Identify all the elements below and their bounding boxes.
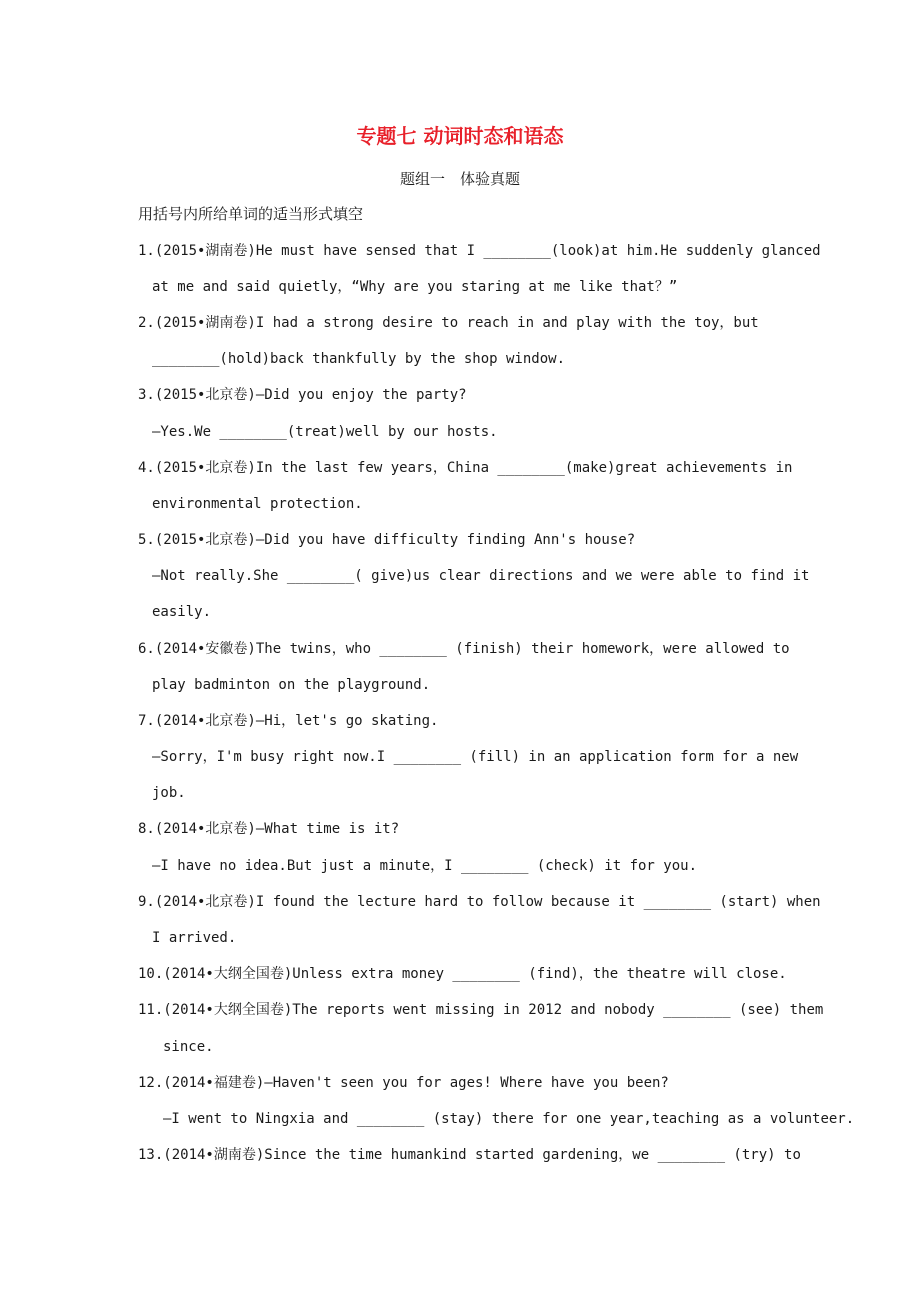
question-7-line-1: 7.(2014•北京卷)—Hi，let's go skating.: [138, 713, 439, 729]
page-title: 专题七 动词时态和语态: [356, 124, 564, 148]
question-2-line-2: ________(hold)back thankfully by the shop window.: [152, 351, 566, 367]
question-4-line-1: 4.(2015•北京卷)In the last few years，China ________(make)great achievements in: [138, 460, 793, 476]
question-1-line-2: at me and said quietly，“Why are you staring at me like that？”: [152, 279, 678, 295]
question-6-line-2: play badminton on the playground.: [152, 677, 431, 693]
question-10-line-1: 10.(2014•大纲全国卷)Unless extra money ________ (find)，the theatre will close.: [138, 966, 787, 982]
question-1-line-1: 1.(2015•湖南卷)He must have sensed that I ________(look)at him.He suddenly glanced: [138, 243, 821, 259]
question-4-line-2: environmental protection.: [152, 496, 363, 512]
question-5-line-3: easily.: [152, 604, 212, 620]
question-7-line-3: job.: [152, 785, 186, 801]
question-7-line-2: —Sorry，I'm busy right now.I ________ (fill) in an application form for a new: [152, 749, 799, 765]
question-2-line-1: 2.(2015•湖南卷)I had a strong desire to reach in and play with the toy，but: [138, 315, 759, 331]
exercise-instruction: 用括号内所给单词的适当形式填空: [138, 205, 364, 223]
question-9-line-1: 9.(2014•北京卷)I found the lecture hard to follow because it ________ (start) when: [138, 894, 821, 910]
question-12-line-2: —I went to Ningxia and ________ (stay) there for one year,teaching as a volunteer.: [163, 1111, 855, 1127]
question-9-line-2: I arrived.: [152, 930, 237, 946]
question-3-line-1: 3.(2015•北京卷)—Did you enjoy the party?: [138, 387, 467, 403]
question-11-line-2: since.: [163, 1039, 214, 1055]
question-11-line-1: 11.(2014•大纲全国卷)The reports went missing in 2012 and nobody ________ (see) them: [138, 1002, 824, 1018]
question-5-line-1: 5.(2015•北京卷)—Did you have difficulty finding Ann's house?: [138, 532, 636, 548]
question-3-line-2: —Yes.We ________(treat)well by our hosts.: [152, 424, 498, 440]
section-subtitle: 题组一 体验真题: [399, 170, 520, 188]
question-12-line-1: 12.(2014•福建卷)—Haven't seen you for ages! Where have you been?: [138, 1075, 669, 1091]
question-8-line-2: —I have no idea.But just a minute，I ________ (check) it for you.: [152, 858, 698, 874]
question-6-line-1: 6.(2014•安徽卷)The twins，who ________ (finish) their homework，were allowed to: [138, 641, 790, 657]
question-13-line-1: 13.(2014•湖南卷)Since the time humankind started gardening，we ________ (try) to: [138, 1147, 801, 1163]
question-5-line-2: —Not really.She ________( give)us clear directions and we were able to find it: [152, 568, 810, 584]
question-8-line-1: 8.(2014•北京卷)—What time is it?: [138, 821, 400, 837]
